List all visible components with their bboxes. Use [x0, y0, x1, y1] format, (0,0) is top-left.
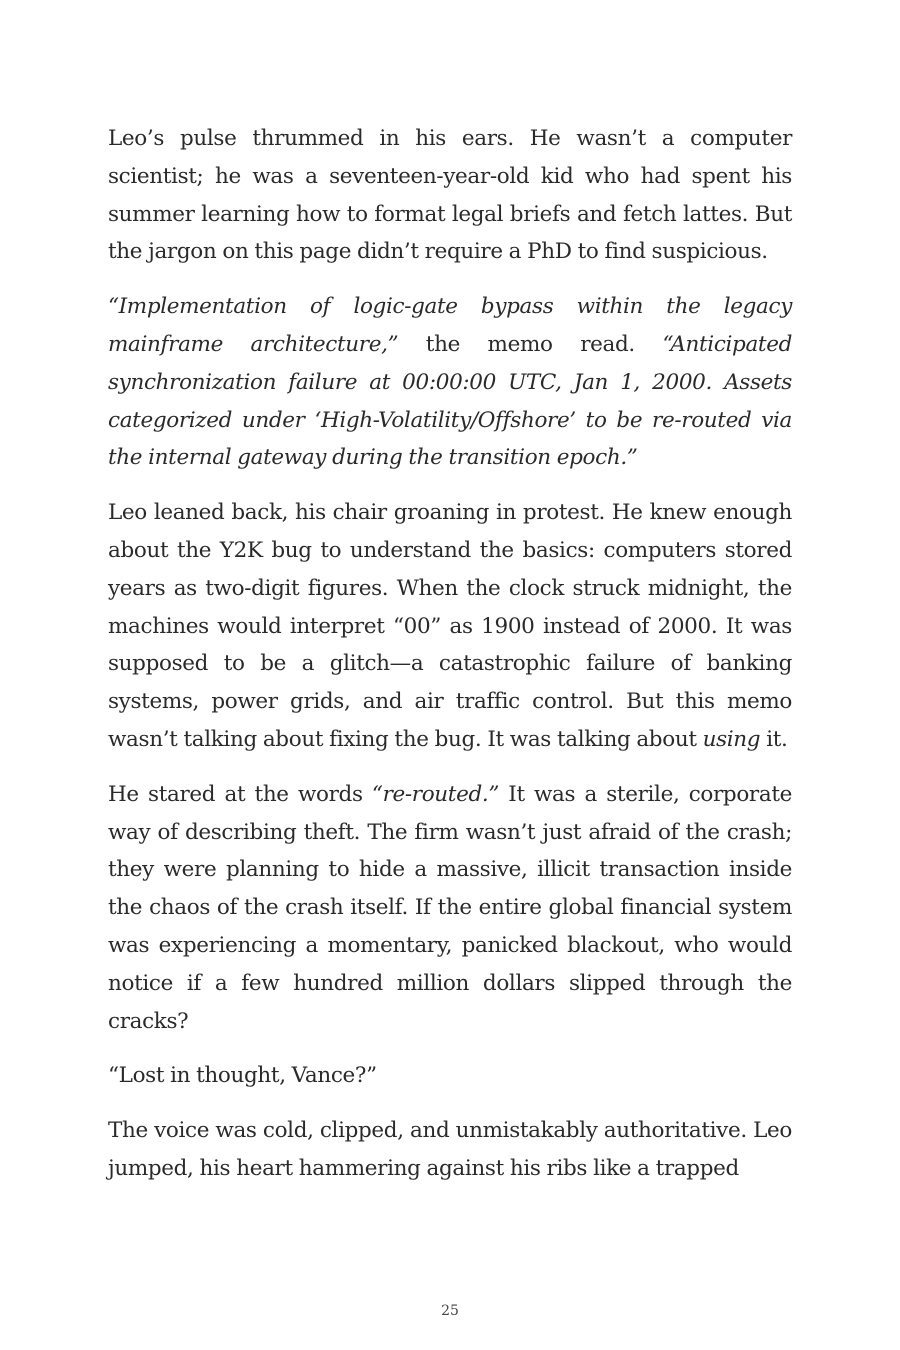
paragraph-3-text: Leo leaned back, his chair groaning in protest. He knew enough about the Y2K bug to understand the basics: computers stored years as two-digit figures. When the clock struck midnight, the machines would interpret “00” as 1900 instead of 2000. It was supposed to be a glitch—a catastrophic failure of banking systems, power grids, and air traffic control. But this memo wasn’t talking about fixing the bug. It was talking about — [108, 500, 792, 752]
memo-quote-part-1: “Implementation of logic-gate bypass within the legacy mainframe architecture,” — [108, 294, 792, 357]
paragraph-6: The voice was cold, clipped, and unmistakably authoritative. Leo jumped, his heart hammering against his ribs like a trapped — [108, 1118, 792, 1181]
paragraph-4-text: It was a sterile, corporate way of describing theft. The firm wasn’t just afraid of the crash; they were planning to hide a massive, illicit transaction inside the chaos of the crash itself. If the entire global financial system was experiencing a momentary, panicked blackout, who would notice if a few hundred million dollars slipped through the cracks? — [108, 781, 792, 1034]
paragraph-3 — [108, 494, 792, 759]
paragraph-4 — [108, 776, 792, 1041]
memo-quote-part-2: “Anticipated synchronization failure at 00:00:00 UTC, Jan 1, 2000. Assets categorized under ‘High-Volatility/Offshore’ to be re-routed via the internal gateway during the transition epoch.” — [108, 331, 792, 471]
paragraph-4-start: He stared at the words — [108, 781, 372, 807]
paragraph-3-end: it. — [760, 726, 788, 752]
paragraph-2-memo-quote — [108, 288, 792, 477]
paragraph-4-emphasis: “re-routed.” — [371, 781, 500, 807]
paragraph-5-dialogue: “Lost in thought, Vance?” — [108, 1063, 377, 1089]
memo-attribution: the memo read. — [398, 331, 663, 357]
page-number: 25 — [441, 1303, 459, 1319]
page-body — [108, 120, 792, 1205]
paragraph-1: Leo’s pulse thrummed in his ears. He wasn’t a computer scientist; he was a seventeen-year-old kid who had spent his summer learning how to format legal briefs and fetch lattes. But the jargon on this page didn’t require a PhD to find suspicious. — [108, 126, 792, 265]
paragraph-3-emphasis: using — [702, 726, 761, 752]
